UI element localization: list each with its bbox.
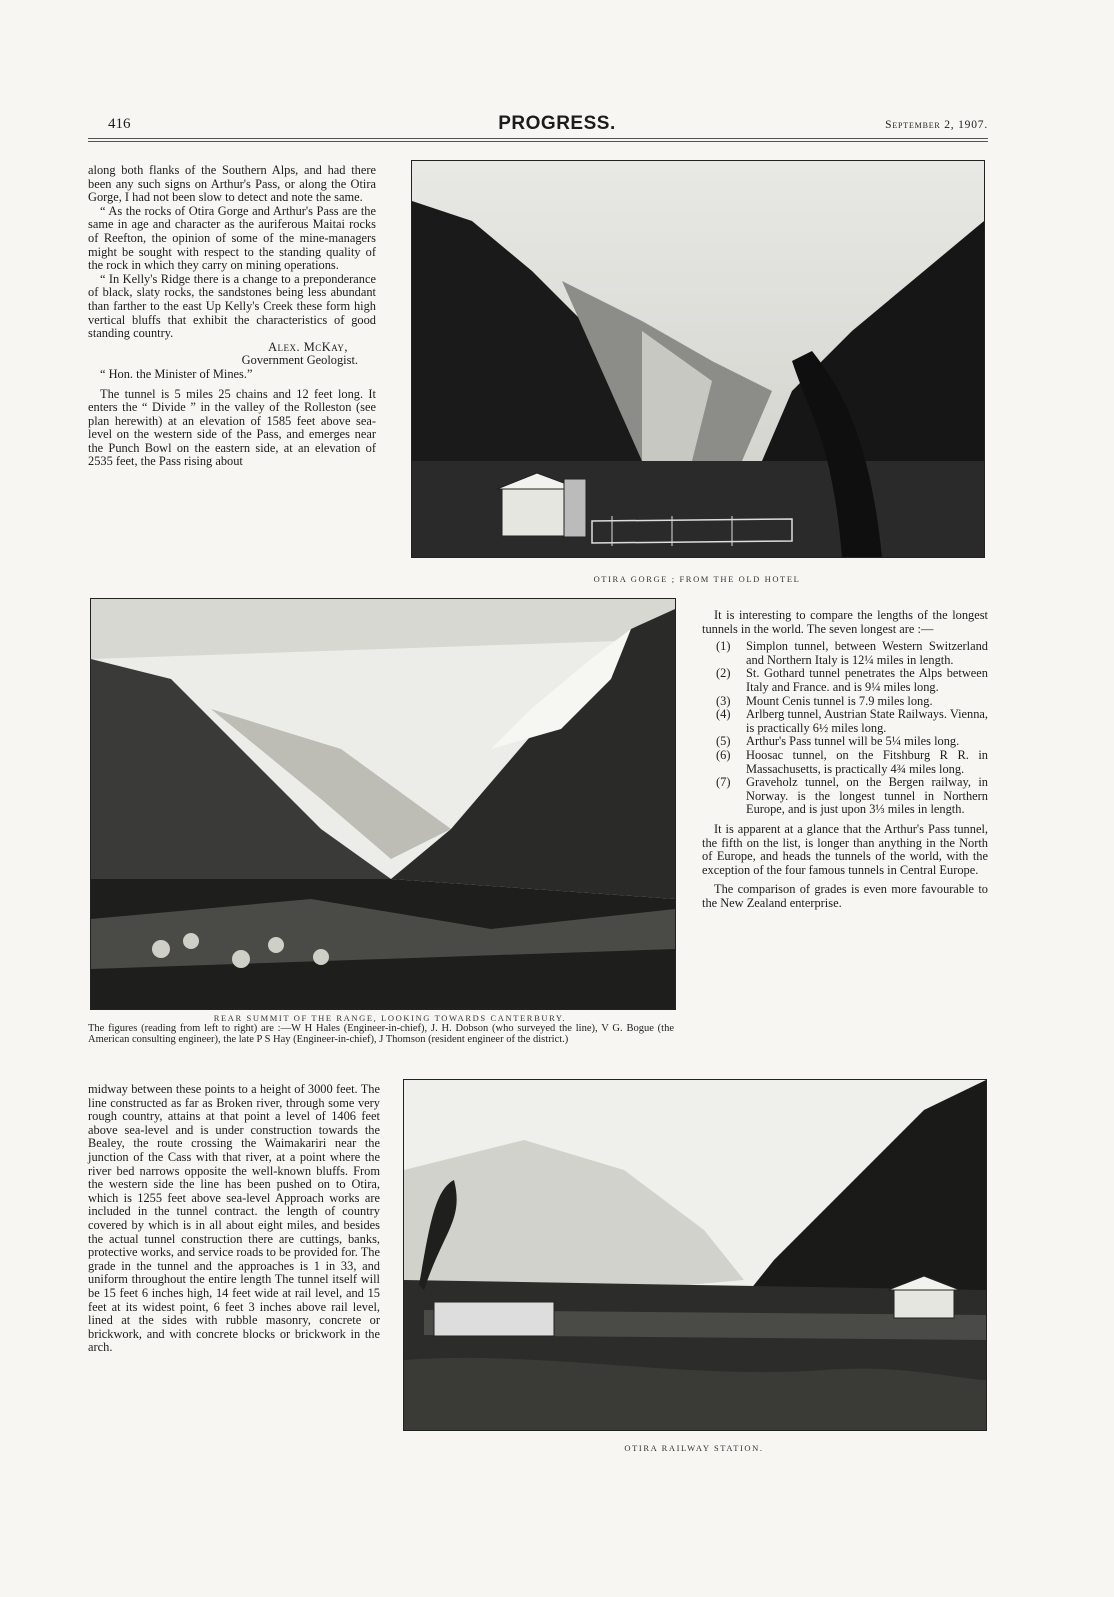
caption-rear-summit: REAR SUMMIT OF THE RANGE, LOOKING TOWARDS CANTERBURY. [213,1013,567,1023]
right-column-middle [702,609,988,910]
left-column-bottom [88,1083,380,1355]
header-rule [88,138,988,139]
paragraph-grades: The comparison of grades is even more favourable to the New Zealand enterprise. [702,882,988,910]
paragraph-kellys-ridge: “ In Kelly's Ridge there is a change to a preponderance of black, slaty rocks, the sandstones being less abundant than farther to the east Up Kelly's Creek these form high vertical bluffs that exhibit the characteristics of good standing country. [88,271,376,341]
page-number: 416 [108,116,131,132]
list-item: (1) Simplon tunnel, between Western Switzerland and Northern Italy is 12¼ miles in length. [716,639,988,667]
paragraph-longest-tunnels: It is interesting to compare the lengths of the longest tunnels in the world. The seven longest are :— [702,608,988,636]
signature-title: Government Geologist. [241,353,358,368]
tunnel-list [702,640,988,817]
photo-rear-summit [90,598,676,1010]
signature-name: Alex. McKay, [268,339,348,354]
caption-otira-station: OTIRA RAILWAY STATION. [624,1443,764,1453]
addressee: “ Hon. the Minister of Mines.” [100,366,253,381]
list-item: (3) Mount Cenis tunnel is 7.9 miles long. [716,693,933,708]
list-item: (7) Graveholz tunnel, on the Bergen railway, in Norway. is the longest tunnel in Northern Europe, and is just upon 3⅓ miles in length. [716,775,988,817]
paragraph-otira-rocks: “ As the rocks of Otira Gorge and Arthur's Pass are the same in age and character as the auriferous Maitai rocks of Reefton, the opinion of some of the mine-managers might be sought with respect to the standing quality of the rock in which they carry on mining operations. [88,203,376,273]
list-item: (6) Hoosac tunnel, on the Fitshburg R R. in Massachusetts, is practically 4¾ miles long. [716,747,988,776]
paragraph-tunnel-length: The tunnel is 5 miles 25 chains and 12 feet long. It enters the “ Divide ” in the valley of the Rolleston (see plan herewith) at an elevation of 1585 feet above sea-level on the western side of the Pass, and emerges near the Punch Bowl on the eastern side, at an elevation of 2535 feet, the Pass rising about [88,386,376,469]
issue-date: September 2, 1907. [885,119,988,131]
masthead-title: PROGRESS. [498,113,616,134]
list-item: (4) Arlberg tunnel, Austrian State Railways. Vienna, is practically 6½ miles long. [716,707,988,735]
photo-otira-gorge [411,160,985,558]
left-column-top [88,164,376,469]
header-rule-2 [88,141,988,142]
paragraph-midway: midway between these points to a height of 3000 feet. The line constructed as far as Broken river, through some very rough country, attains at that point a level of 1406 feet above sea-level and is under construction towards the Bealey, the route crossing the Waimakariri near the junction of the Cass with that river, at a point where the river bed narrows opposite the well-known bluffs. From the western side the line has been pushed on to Otira, which is 1255 feet above sea-level Approach works are included in the tunnel contract. the length of country covered by which is in all about eight miles, and besides the actual tunnel construction there are cuttings, banks, protective works, and service roads to be provided for. The grade in the tunnel and the approaches is 1 in 33, and uniform throughout the entire length The tunnel itself will be 15 feet 6 inches high, 14 feet wide at rail level, and 15 feet at its widest point, 6 feet 3 inches above rail level, lined at the sides with rubble masonry, concrete or brickwork, and with concrete blocks or brickwork in the arch. [88,1082,380,1355]
paragraph-flanks: along both flanks of the Southern Alps, and had there been any such signs on Arthur's Pass, or along the Otira Gorge, I had not been slow to detect and note the same. [88,163,376,205]
photo-otira-station [403,1079,987,1431]
caption-credits: The figures (reading from left to right) are :—W H Hales (Engineer-in-chief), J. H. Dobson (who surveyed the line), V G. Bogue (the American consulting engineer), the late P S Hay (Engineer-in-chief), J Thomson (resident engineer of the district.) [88,1023,674,1045]
list-item: (2) St. Gothard tunnel penetrates the Alps between Italy and France. and is 9¼ miles long. [716,666,988,694]
list-item: (5) Arthur's Pass tunnel will be 5¼ miles long. [716,734,960,749]
paragraph-apparent: It is apparent at a glance that the Arthur's Pass tunnel, the fifth on the list, is longer than anything in the North of Europe, and heads the tunnels of the world, with the exception of the four famous tunnels in Central Europe. [702,821,988,877]
caption-otira-gorge: OTIRA GORGE ; FROM THE OLD HOTEL [593,574,801,584]
